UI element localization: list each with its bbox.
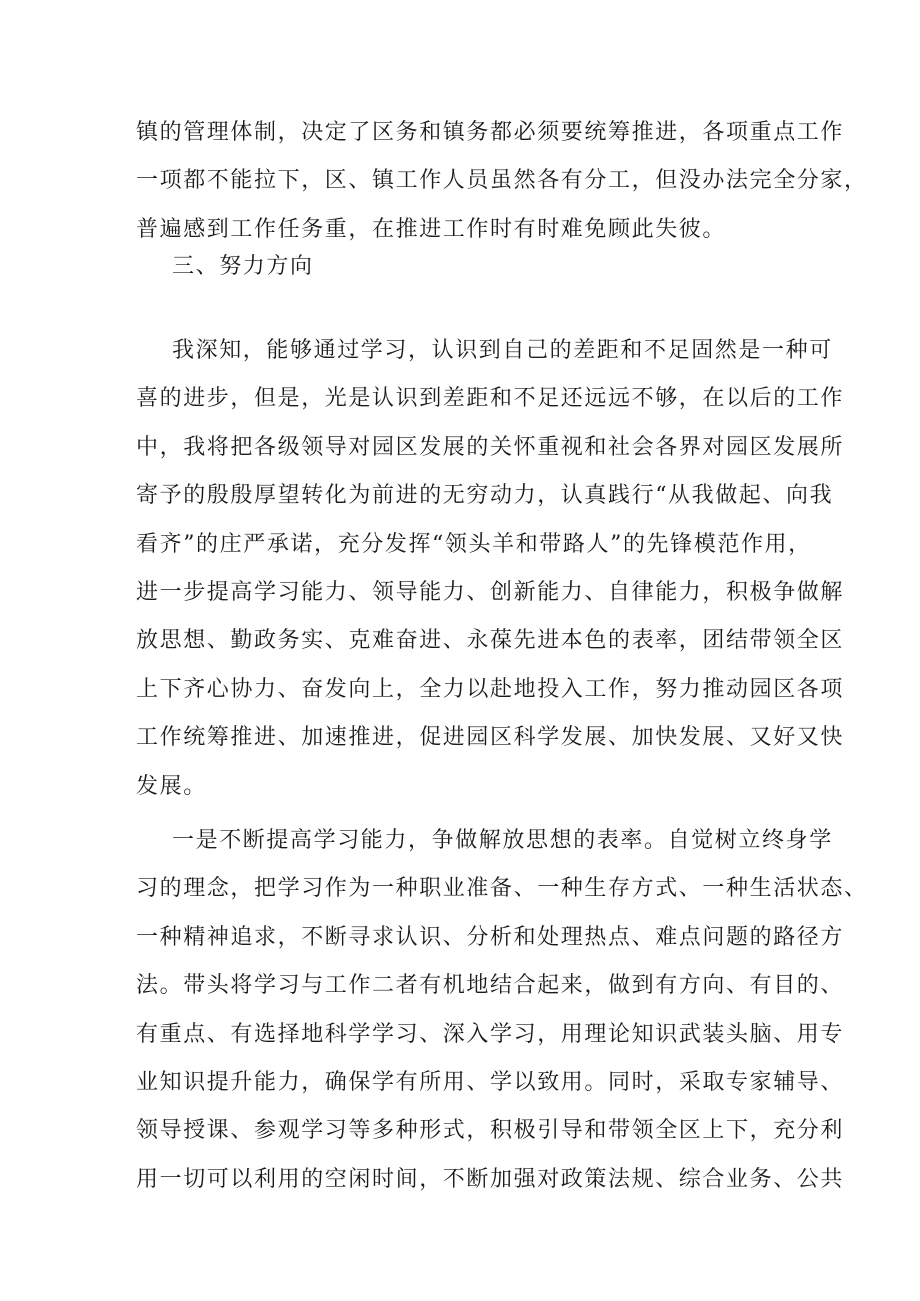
paragraph-continuation xyxy=(136,109,868,254)
section-heading-text: 三、努力方向 xyxy=(172,254,314,279)
text-line: 有重点、有选择地科学学习、深入学习，用理论知识武装头脑、用专 xyxy=(136,1021,845,1047)
text-line: 普遍感到工作任务重，在推进工作时有时难免顾此失彼。 xyxy=(136,216,727,242)
paragraph-learning xyxy=(136,817,868,1204)
text-line: 上下齐心协力、奋发向上，全力以赴地投入工作，努力推动园区各项 xyxy=(136,676,845,702)
text-line: 用一切可以利用的空闲时间，不断加强对政策法规、综合业务、公共 xyxy=(136,1166,845,1192)
text-line: 镇的管理体制，决定了区务和镇务都必须要统筹推进，各项重点工作 xyxy=(136,120,845,145)
text-line: 工作统筹推进、加速推进，促进园区科学发展、加快发展、又好又快 xyxy=(136,725,845,751)
text-line: 一是不断提高学习能力，争做解放思想的表率。自觉树立终身学 xyxy=(172,828,833,853)
text-line: 中，我将把各级领导对园区发展的关怀重视和社会各界对园区发展所 xyxy=(136,434,845,460)
text-line: 习的理念，把学习作为一种职业准备、一种生存方式、一种生活状态、 xyxy=(136,876,868,902)
text-line: 发展。 xyxy=(136,773,207,799)
text-line: 领导授课、参观学习等多种形式，积极引导和带领全区上下，充分利 xyxy=(136,1118,845,1144)
text-line: 法。带头将学习与工作二者有机地结合起来，做到有方向、有目的、 xyxy=(136,973,845,999)
text-line: 喜的进步，但是，光是认识到差距和不足还远远不够，在以后的工作 xyxy=(136,386,845,412)
section-heading xyxy=(136,243,796,291)
text-line: 业知识提升能力，确保学有所用、学以致用。同时，采取专家辅导、 xyxy=(136,1069,845,1095)
text-line: 一种精神追求，不断寻求认识、分析和处理热点、难点问题的路径方 xyxy=(136,924,845,950)
paragraph-direction xyxy=(136,327,845,811)
text-line: 放思想、勤政务实、克难奋进、永葆先进本色的表率，团结带领全区 xyxy=(136,628,845,654)
text-line: 寄予的殷殷厚望转化为前进的无穷动力，认真践行“从我做起、向我 xyxy=(136,483,834,509)
text-line: 我深知，能够通过学习，认识到自己的差距和不足固然是一种可 xyxy=(172,338,833,363)
text-line: 进一步提高学习能力、领导能力、创新能力、自律能力，积极争做解 xyxy=(136,579,845,605)
text-line: 看齐”的庄严承诺，充分发挥“领头羊和带路人”的先锋模范作用， xyxy=(136,531,812,557)
text-line: 一项都不能拉下，区、镇工作人员虽然各有分工，但没办法完全分家， xyxy=(136,168,868,194)
